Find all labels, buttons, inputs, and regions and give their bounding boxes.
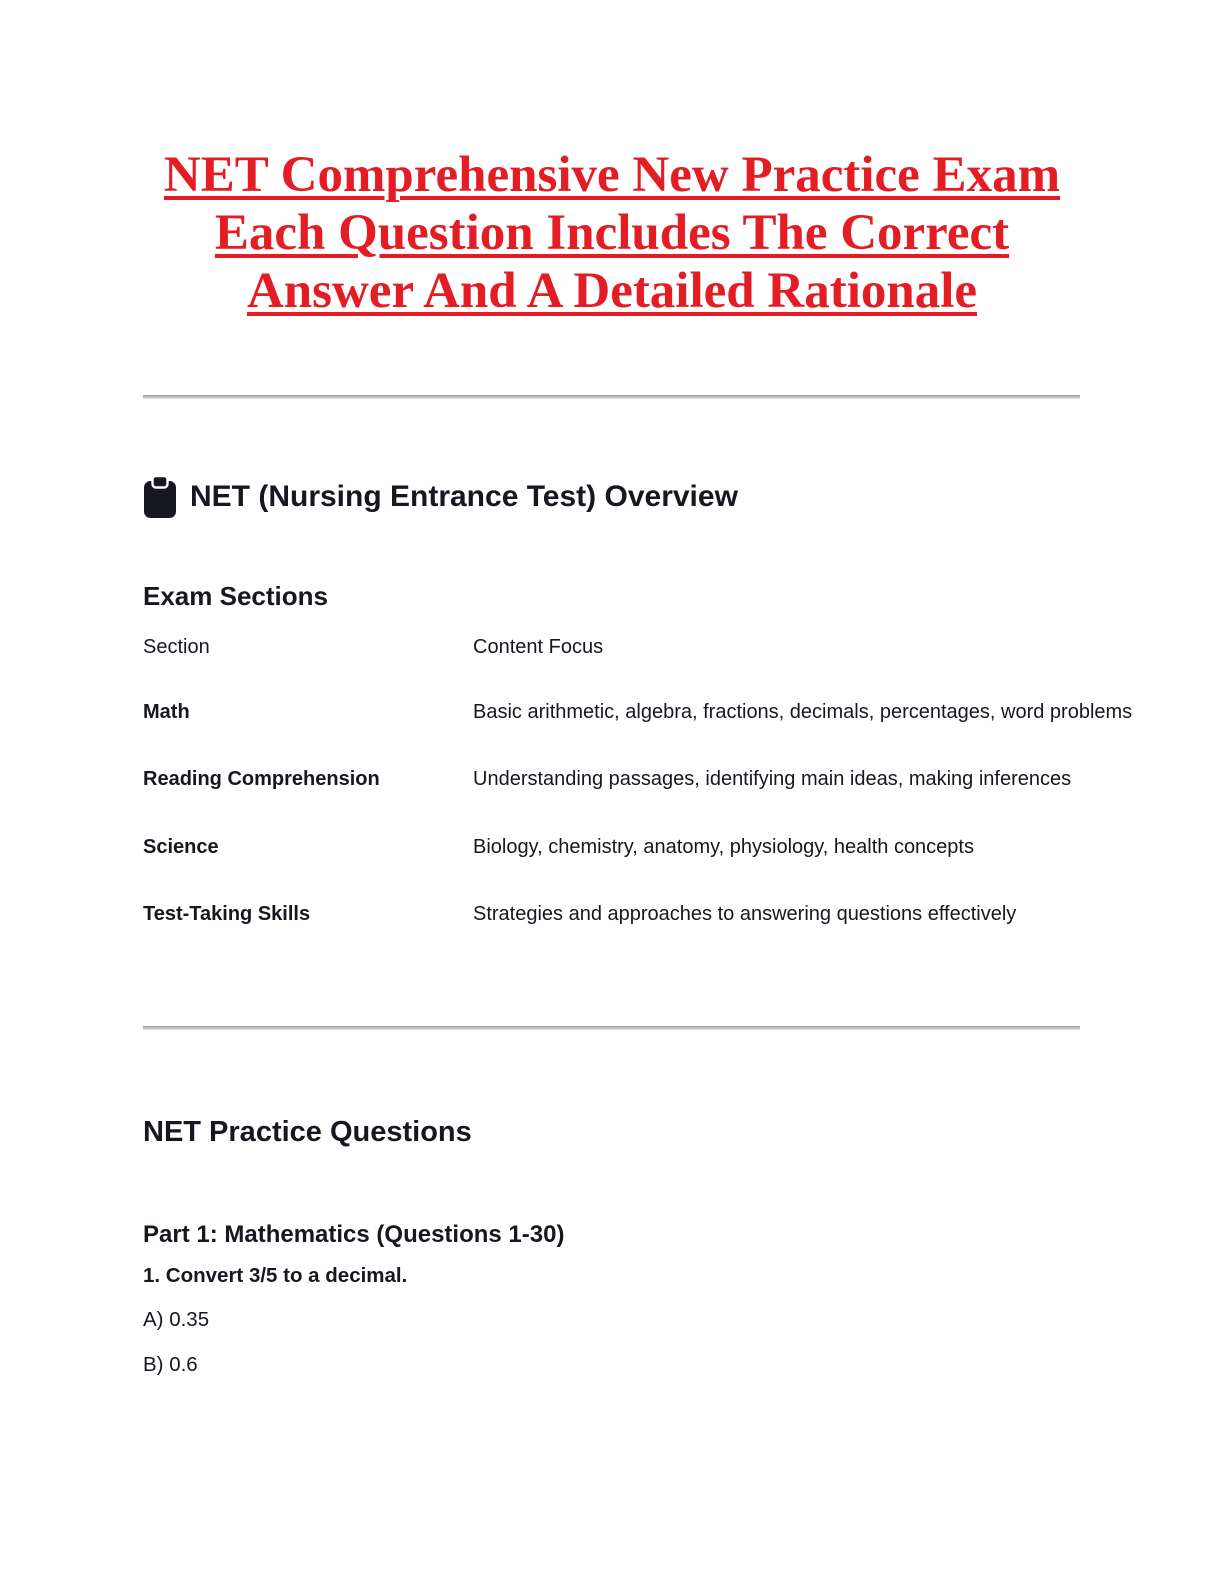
table-row xyxy=(143,834,1224,861)
document-title-line-1 xyxy=(0,146,1224,204)
table-cell-section: Reading Comprehension xyxy=(143,768,380,790)
horizontal-divider-bottom xyxy=(143,1026,1080,1030)
clipboard-icon xyxy=(143,475,177,519)
question-1-text: 1. Convert 3/5 to a decimal. xyxy=(143,1264,408,1287)
table-cell-focus: Basic arithmetic, algebra, fractions, decimals, percentages, word problems xyxy=(473,701,1133,723)
table-cell-section: Science xyxy=(143,836,219,858)
document-title xyxy=(0,146,1224,320)
table-cell-section: Math xyxy=(143,701,190,723)
table-cell-focus: Biology, chemistry, anatomy, physiology, health concepts xyxy=(473,836,974,858)
horizontal-divider-top xyxy=(143,395,1080,399)
table-row xyxy=(143,699,1224,726)
table-cell-section: Test-Taking Skills xyxy=(143,903,311,925)
table-header-focus: Content Focus xyxy=(473,636,604,658)
document-title-line-3-text: Answer And A Detailed Rationale xyxy=(246,263,978,319)
document-title-line-1-text: NET Comprehensive New Practice Exam xyxy=(163,147,1061,203)
practice-questions-heading: NET Practice Questions xyxy=(143,1116,472,1149)
document-title-line-2-text: Each Question Includes The Correct xyxy=(214,205,1010,261)
question-1-option-a: A) 0.35 xyxy=(143,1308,210,1331)
document-title-line-3 xyxy=(0,262,1224,320)
exam-sections-heading: Exam Sections xyxy=(143,580,328,611)
document-title-line-2 xyxy=(0,204,1224,262)
overview-heading xyxy=(143,475,738,519)
question-1-option-b: B) 0.6 xyxy=(143,1353,198,1376)
table-cell-focus: Understanding passages, identifying main ideas, making inferences xyxy=(473,768,1072,790)
part-1-heading: Part 1: Mathematics (Questions 1-30) xyxy=(143,1221,565,1248)
table-row xyxy=(143,901,1224,928)
overview-heading-text: NET (Nursing Entrance Test) Overview xyxy=(190,480,738,514)
table-cell-focus: Strategies and approaches to answering questions effectively xyxy=(473,903,1017,925)
table-header-section: Section xyxy=(143,636,210,658)
table-header-row xyxy=(143,634,1224,661)
table-row xyxy=(143,766,1224,793)
